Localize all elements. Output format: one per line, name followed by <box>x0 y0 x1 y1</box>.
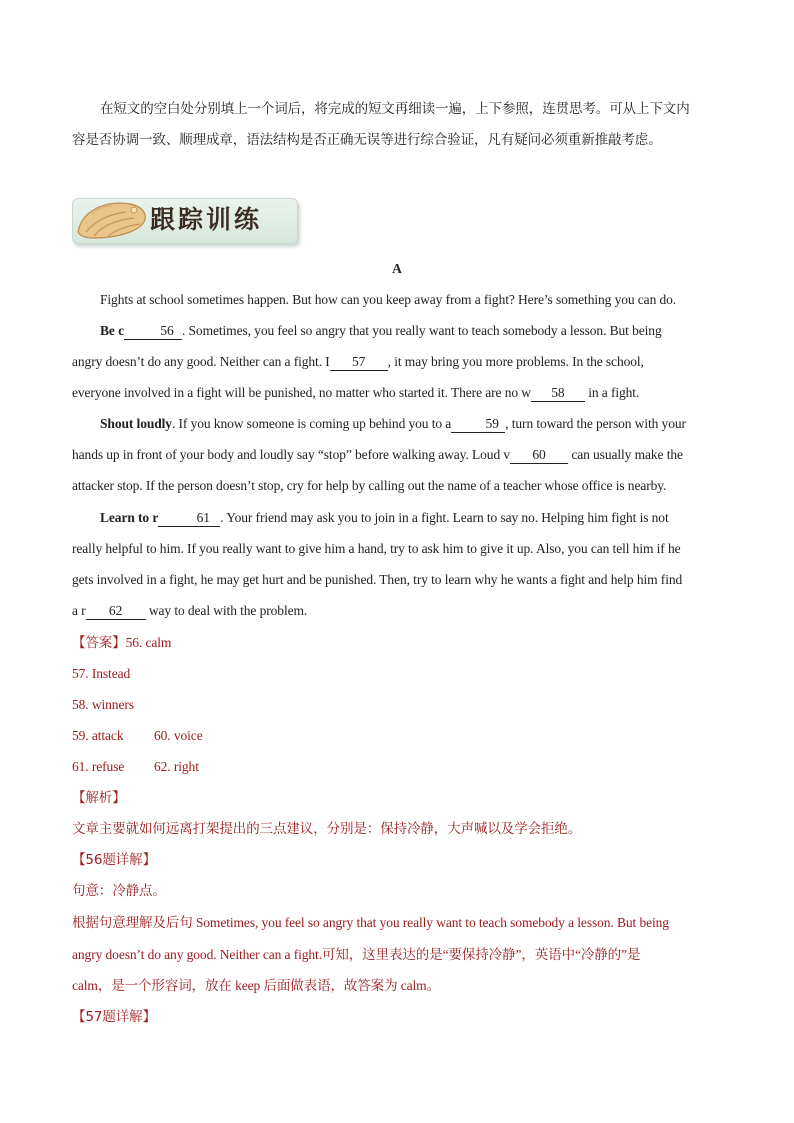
blank-letter: w <box>521 385 531 400</box>
text-run: everyone involved in a fight will be punished, no matter who started it. There are no <box>72 385 522 400</box>
text-run: way to deal with the problem. <box>145 603 308 618</box>
text-run: , turn toward the person with your <box>505 416 686 431</box>
analysis-label: 【解析】 <box>72 790 126 806</box>
bold-heading: Shout loudly <box>100 416 172 431</box>
passage-p3-line2 <box>72 439 722 470</box>
analysis-text: 文章主要就如何远离打架提出的三点建议，分别是：保持冷静，大声喊以及学会拒绝。 <box>72 821 582 837</box>
blank-letter: r <box>81 603 86 618</box>
answer-56: 56. calm <box>125 635 172 650</box>
passage-p4-line1 <box>72 502 722 533</box>
passage-p3-line1 <box>72 408 722 439</box>
q57-label: 【57题详解】 <box>72 1009 156 1025</box>
q56-meaning: 句意：冷静点。 <box>72 883 166 899</box>
text-run: . Sometimes, you feel so angry that you really want to teach somebody a lesson. But being <box>181 323 662 338</box>
text-run: a <box>72 603 82 618</box>
blank-59: 59 <box>451 416 505 433</box>
q56-line-2: angry doesn’t do any good. Neither can a fight.可知，这里表达的是“要保持冷静”，英语中“冷静的”是 <box>72 947 641 962</box>
intro-line-2: 容是否协调一致、顺理成章，语法结构是否正确无误等进行综合验证，凡有疑问必须重新推敲考虑。 <box>72 132 662 148</box>
answer-label: 【答案】 <box>72 635 126 651</box>
passage-p4-line2: really helpful to him. If you really want to give him a hand, try to ask him to give it up. Also, you can tell him if he <box>72 541 681 556</box>
answer-line-5 <box>72 751 722 782</box>
blank-57: 57 <box>330 354 388 371</box>
bold-heading: Learn to r <box>100 510 159 525</box>
section-banner <box>72 192 298 248</box>
passage-p4-line3: gets involved in a fight, he may get hurt and be punished. Then, try to learn why he wants a fight and help him find <box>72 572 683 587</box>
answer-59: 59. attack <box>72 728 124 743</box>
intro-line-1: 在短文的空白处分别填上一个词后，将完成的短文再细读一遍，上下参照，连贯思考。可从上下文内 <box>100 101 690 117</box>
blank-62: 62 <box>86 603 146 620</box>
text-run: hands up in front of your body and loudly say “stop” before walking away. Loud <box>72 447 504 462</box>
passage-p2-line1 <box>72 315 722 346</box>
section-letter: A <box>392 261 402 276</box>
seashell-icon <box>72 192 152 248</box>
blank-letter: a <box>445 416 452 431</box>
text-run: , it may bring you more problems. In the school, <box>387 354 644 369</box>
passage-p2-line3 <box>72 377 722 408</box>
passage-p4-line4 <box>72 595 722 626</box>
blank-58: 58 <box>531 385 585 402</box>
answer-58: 58. winners <box>72 697 134 712</box>
banner-title: 跟踪训练 <box>150 205 263 234</box>
answer-62: 62. right <box>154 759 199 774</box>
q56-line-1: 根据句意理解及后句 Sometimes, you feel so angry that you really want to teach somebody a lesson. But being <box>72 915 669 930</box>
blank-letter: v <box>503 447 511 462</box>
text-run: can usually make the <box>568 447 683 462</box>
text-run: in a fight. <box>584 385 640 400</box>
answer-line-4 <box>72 720 722 751</box>
blank-61: 61 <box>158 510 220 527</box>
answer-57: 57. Instead <box>72 666 131 681</box>
passage-p2-line2 <box>72 346 722 377</box>
answer-line-1 <box>72 627 722 659</box>
text-run: . Your friend may ask you to join in a fight. Learn to say no. Helping him fight is not <box>220 510 669 525</box>
blank-letter: I <box>325 354 330 369</box>
blank-56: 56 <box>124 323 182 340</box>
blank-60: 60 <box>510 447 568 464</box>
passage-p1: Fights at school sometimes happen. But how can you keep away from a fight? Here’s something you can do. <box>100 292 677 307</box>
passage-p3-line3: attacker stop. If the person doesn’t stop, cry for help by calling out the name of a teacher whose office is nearby. <box>72 478 667 493</box>
answer-61: 61. refuse <box>72 759 125 774</box>
q56-line-3: calm，是一个形容词，放在 keep 后面做表语，故答案为 calm。 <box>72 978 440 993</box>
bold-heading: Be c <box>100 323 124 338</box>
text-run: . If you know someone is coming up behind you to <box>171 416 446 431</box>
answer-60: 60. voice <box>154 728 203 743</box>
q56-label: 【56题详解】 <box>72 852 156 868</box>
text-run: angry doesn’t do any good. Neither can a fight. <box>72 354 326 369</box>
